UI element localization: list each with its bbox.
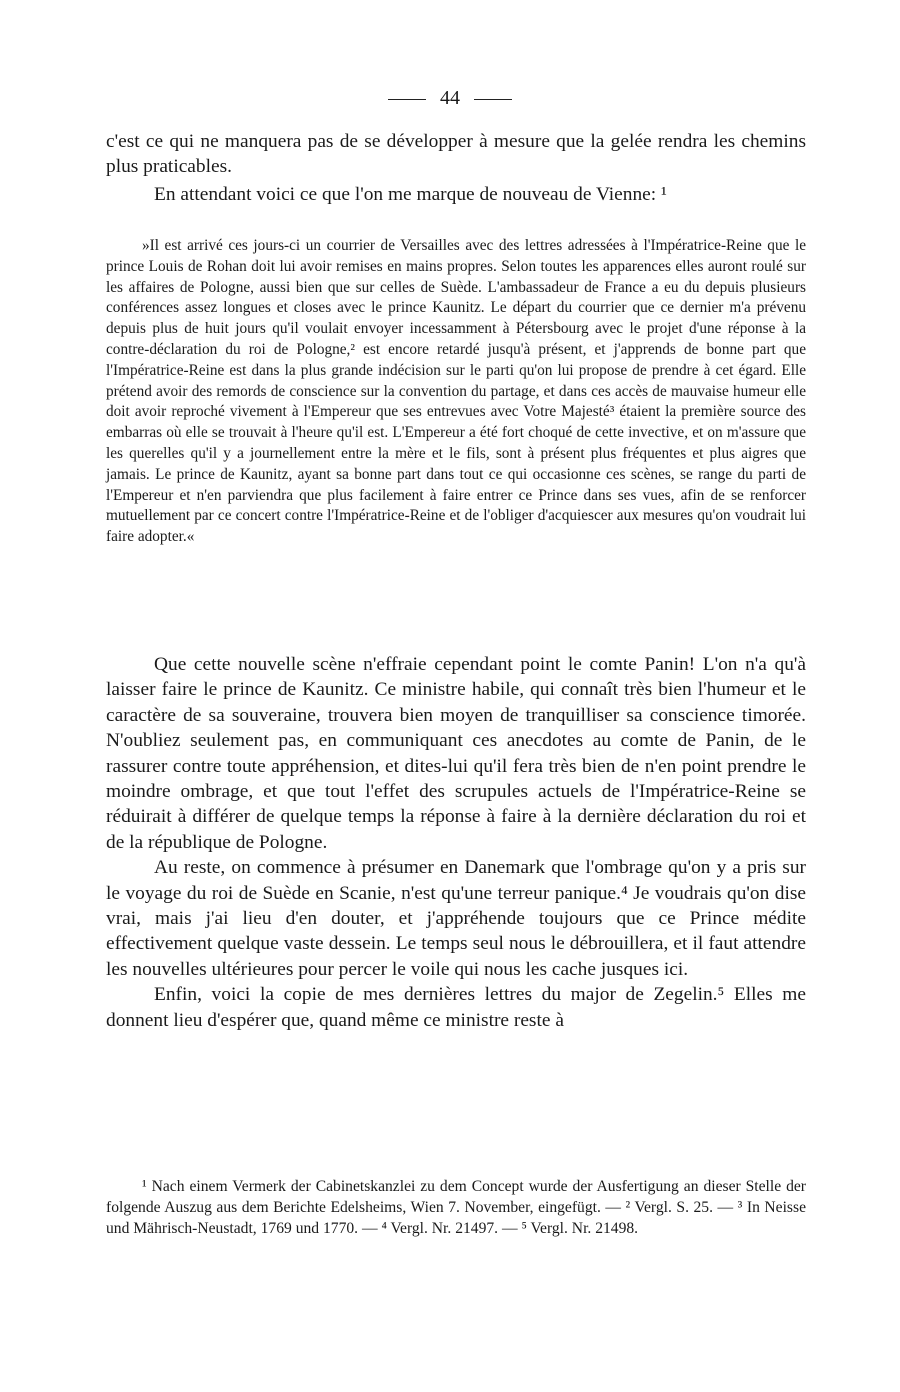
paragraph-danemark: Au reste, on commence à présumer en Danemark que l'ombrage qu'on y a pris sur le voyage du roi de Suède en Scanie, n'est qu'une terreur panique.⁴ Je voudrais qu'on dise vrai, mais j'ai lieu d'en douter, et j'appréhende toujours que ce Prince médite effectivement quelque vaste dessein. Le temps seul nous le débrouillera, et il faut attendre les nouvelles ultérieures pour percer le voile qui nous les cache jusques ici. [106, 857, 806, 980]
body-text-top [106, 129, 806, 207]
page-number-value: 44 [440, 87, 460, 109]
left-rule [388, 99, 426, 100]
body-text-bottom [106, 652, 806, 1033]
quoted-report [106, 236, 806, 548]
quote-text: »Il est arrivé ces jours-ci un courrier de Versailles avec des lettres adressées à l'Impératrice-Reine que le prince Louis de Rohan doit lui avoir remises en mains propres. Selon toutes les apparences elles auront roulé sur les affaires de Pologne, aussi bien que sur celles de Suède. L'ambassadeur de France a eu du depuis plusieurs conférences assez longues et closes avec le prince Kaunitz. Le départ du courrier que ce dernier m'a prévenu depuis plus de huit jours qu'il voulait envoyer incessamment à Pétersbourg avec le projet d'une réponse à la contre-déclaration du roi de Pologne,² est encore retardé jusqu'à présent, et j'apprends de bonne part que l'Impératrice-Reine est dans la plus grande indécision sur le parti qu'on lui propose de prendre à cet égard. Elle prétend avoir des remords de conscience sur la convention du partage, et dans ces accès de mauvaise humeur elle doit avoir reproché vivement à l'Empereur que ses entrevues avec Votre Majesté³ étaient la première source des embarras où elle se trouvait à l'heure qu'il est. L'Empereur a été fort choqué de cette invective, et on m'assure que les querelles qu'il y a journellement entre la mère et le fils, sont à présent plus fréquentes et plus aigres que jamais. Le prince de Kaunitz, ayant sa bonne part dans tout ce qui occasionne ces scènes, se range du parti de l'Empereur et n'en parviendra que plus facilement à faire entrer ce Prince dans ses vues, afin de se renforcer mutuellement par ce concert contre l'Impératrice-Reine et de l'obliger d'acquiescer aux mesures qu'on voudrait lui faire adopter.« [106, 237, 806, 546]
footnote-text: ¹ Nach einem Vermerk der Cabinetskanzlei zu dem Concept wurde der Ausfertigung an dieser Stelle der folgende Auszug aus dem Berichte Edelsheims, Wien 7. November, eingefügt. — ² Vergl. S. 25. — ³ In Neisse und Mährisch-Neustadt, 1769 und 1770. — ⁴ Vergl. Nr. 21497. — ⁵ Vergl. Nr. 21498. [106, 1178, 806, 1237]
paragraph-panin: Que cette nouvelle scène n'effraie cependant point le comte Panin! L'on n'a qu'à laisser faire le prince de Kaunitz. Ce ministre habile, qui connaît très bien l'humeur et le caractère de sa souveraine, trouvera bien moyen de tranquilliser sa conscience timorée. N'oubliez seulement pas, en communiquant ces anecdotes au comte de Panin, de le rassurer contre toute appréhension, et dites-lui qu'il fera très bien de n'en point prendre le moindre ombrage, et que tout l'effet des scrupules actuels de l'Impératrice-Reine se réduirait à différer de quelque temps la réponse à faire à la dernière déclaration du roi et de la république de Pologne. [106, 654, 806, 853]
paragraph-continuation: c'est ce qui ne manquera pas de se développer à mesure que la gelée rendra les chemins plus praticables. [106, 131, 806, 178]
right-rule [474, 99, 512, 100]
page-number [0, 86, 900, 110]
footnotes [106, 1176, 806, 1239]
paragraph-vienne: En attendant voici ce que l'on me marque de nouveau de Vienne: ¹ [154, 183, 667, 205]
paragraph-zegelin: Enfin, voici la copie de mes dernières lettres du major de Zegelin.⁵ Elles me donnent lieu d'espérer que, quand même ce ministre reste à [106, 984, 806, 1031]
